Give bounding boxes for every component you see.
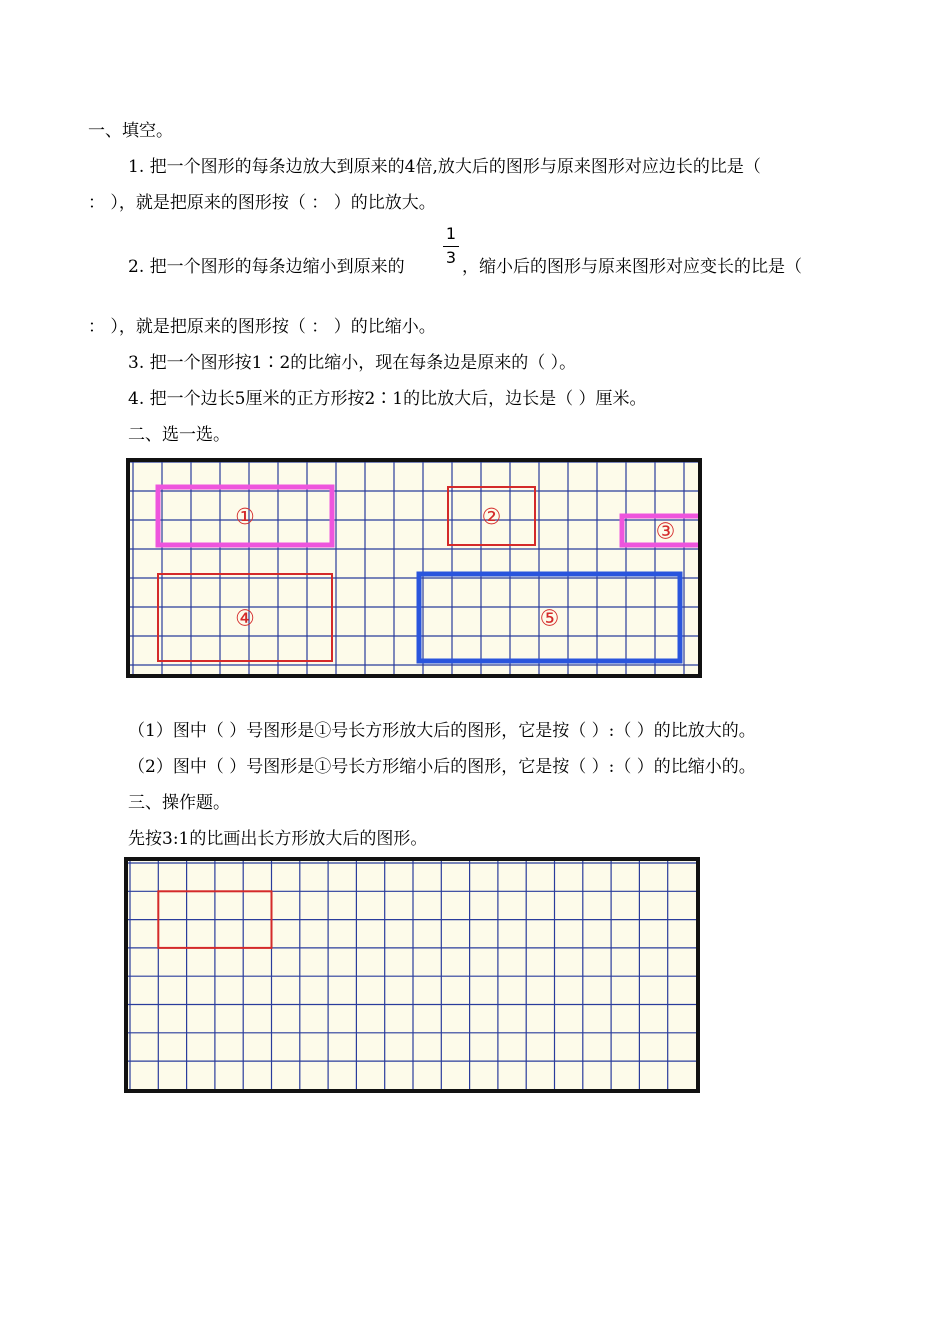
section3-instruction: 先按3:1的比画出长方形放大后的图形。 <box>128 829 428 849</box>
question-2-line-2: ： ），就是把原来的图形按（ ： ）的比缩小。 <box>88 317 436 337</box>
question-2-line-1-after: ，缩小后的图形与原来图形对应变长的比是（ <box>462 257 802 277</box>
fraction-denominator: 3 <box>445 248 457 267</box>
fraction-numerator: 1 <box>445 224 457 243</box>
question-3: 3. 把一个图形按1∶2的比缩小，现在每条边是原来的（ ）。 <box>128 353 577 373</box>
shape-2-label: ② <box>481 505 502 530</box>
question-1-line-1: 1. 把一个图形的每条边放大到原来的4倍,放大后的图形与原来图形对应边长的比是（ <box>128 157 761 177</box>
shape-1-label: ① <box>235 505 255 530</box>
shape-4-label: ④ <box>235 606 255 632</box>
shape-3-label: ③ <box>655 519 676 545</box>
sub-question-1: （1）图中（ ）号图形是①号长方形放大后的图形，它是按（ ）:（ ）的比放大的。 <box>128 721 756 741</box>
shapes-grid <box>130 462 698 674</box>
section1-heading: 一、填空。 <box>88 121 173 141</box>
question-4: 4. 把一个边长5厘米的正方形按2∶1的比放大后，边长是（ ）厘米。 <box>128 389 647 409</box>
drawing-grid-figure[interactable] <box>124 857 700 1093</box>
question-2-line-1-before: 2. 把一个图形的每条边缩小到原来的 <box>128 257 405 277</box>
shapes-grid-figure <box>126 458 702 678</box>
shape-5-label: ⑤ <box>539 606 560 632</box>
fraction-bar <box>443 246 459 247</box>
drawing-grid[interactable] <box>128 861 696 1089</box>
section2-heading: 二、选一选。 <box>128 425 230 445</box>
question-1-line-2: ： ），就是把原来的图形按（ ： ）的比放大。 <box>88 193 436 213</box>
sub-question-2: （2）图中（ ）号图形是①号长方形缩小后的图形，它是按（ ）:（ ）的比缩小的。 <box>128 757 756 777</box>
section3-heading: 三、操作题。 <box>128 793 230 813</box>
